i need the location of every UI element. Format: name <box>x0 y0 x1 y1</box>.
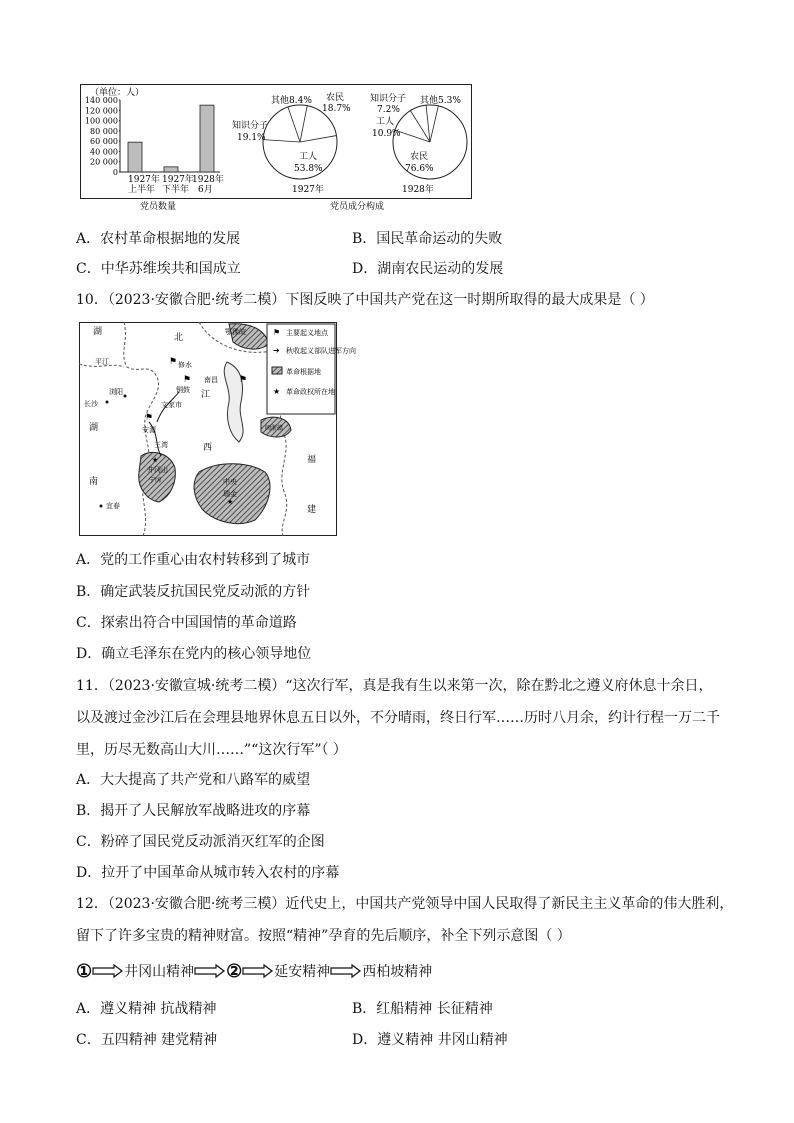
q9-option-d[interactable]: D．湖南农民运动的发展 <box>352 261 504 277</box>
flow-step-yanan: 延安精神 <box>274 964 331 980</box>
legend-regime: 革命政权所在地 <box>286 388 335 396</box>
q12-flow-diagram <box>76 960 432 982</box>
bar-y-tick-label: 140 000 <box>84 96 118 105</box>
legend-base: 革命根据地 <box>286 368 321 376</box>
star-icon: ★ <box>227 498 234 506</box>
flag-icon: ⚑ <box>239 375 248 385</box>
bar-cat2-line1: 1927年 <box>162 175 194 185</box>
q10-option-b[interactable]: B．确定武装反抗国民党反动派的方针 <box>76 584 311 600</box>
pie1928-label-worker-1: 工人 <box>376 117 395 127</box>
map-place-tonggu: 铜鼓 <box>176 386 190 394</box>
pie1928-label-farmer-2: 76.6% <box>405 164 434 174</box>
map-region-jiang: 江 <box>201 390 211 400</box>
flow-node-1: ① <box>76 960 93 982</box>
map-region-jian: 建 <box>307 505 317 515</box>
bar-y-tick-label: 0 <box>112 168 118 177</box>
arrow-right-icon <box>92 964 124 978</box>
bar-cat3-line1: 1928年 <box>192 175 224 185</box>
bar-y-tick-label: 80 000 <box>90 126 118 136</box>
pie1927-label-intel-1: 知识分子 <box>232 121 269 131</box>
bar-y-tick-label: 120 000 <box>84 106 118 116</box>
bar-cat3-line2: 6月 <box>198 185 213 195</box>
q10-stem: 10．（2023·安徽合肥·统考二模）下图反映了中国共产党在这一时期所取得的最大成果是（ ） <box>76 292 654 308</box>
pie1927-year: 1927年 <box>292 185 324 195</box>
map-region-nan: 南 <box>89 477 99 487</box>
bar-marks <box>128 105 214 172</box>
map-place-zhongyang: 中央 <box>223 478 237 486</box>
q9-option-a[interactable]: A．农村革命根据地的发展 <box>76 231 241 247</box>
pie1927-label-farmer-2: 18.7% <box>322 104 351 114</box>
q11-option-c[interactable]: C．粉碎了国民党反动派消灭红军的企图 <box>76 834 325 850</box>
bar-cat2-line2: 下半年 <box>162 185 190 195</box>
q11-option-a[interactable]: A．大大提高了共产党和八路军的威望 <box>76 772 311 788</box>
pie1927-label-farmer-1: 农民 <box>326 93 345 103</box>
star-icon: ★ <box>152 456 159 464</box>
bar-y-tick-label: 100 000 <box>84 116 118 126</box>
q12-option-c[interactable]: C．五四精神 建党精神 <box>76 1032 218 1048</box>
map-region-eyuwan: 鄂豫皖 <box>225 328 246 336</box>
q10-option-c[interactable]: C．探索出符合中国国情的革命道路 <box>76 615 297 631</box>
flow-step-xibaipo: 西柏坡精神 <box>362 964 433 980</box>
map-place-nanchang: 南昌 <box>204 376 218 384</box>
map-place-minzhe: 闽浙赣 <box>265 425 284 432</box>
figure-party-members-svg <box>80 84 472 214</box>
pie1928-label-intel-1: 知识分子 <box>370 94 407 104</box>
map-region-hu1: 湖 <box>93 327 103 337</box>
pie1928-label-other: 其他5.3% <box>420 96 461 106</box>
flag-icon: ⚑ <box>183 375 192 385</box>
flag-icon: ⚑ <box>169 357 178 367</box>
map-place-ruijin: 瑞金 <box>223 490 237 498</box>
bar-y-ticks <box>85 96 120 177</box>
q11-option-d[interactable]: D．拉开了中国革命从城市转入农村的序幕 <box>76 865 340 881</box>
pie1928-label-intel-2: 7.2% <box>377 105 400 115</box>
bar-cat1-line1: 1927年 <box>128 175 160 185</box>
bar-unit-label: （单位：人） <box>90 88 145 98</box>
arrow-right-icon <box>194 964 226 978</box>
flow-node-2: ② <box>226 960 243 982</box>
flow-step-jinggangshan: 井冈山精神 <box>124 964 195 980</box>
map-region-hu2: 湖 <box>89 423 99 433</box>
q12-option-b[interactable]: B．红船精神 长征精神 <box>352 1001 493 1017</box>
pie1928-year: 1928年 <box>402 185 434 195</box>
map-region-bei: 北 <box>174 333 184 343</box>
pies-caption: 党员成分构成 <box>330 202 385 212</box>
bar-y-tick-label: 20 000 <box>90 157 118 167</box>
q12-stem: 12．（2023·安徽合肥·统考三模）近代史上，中国共产党领导中国人民取得了新民主主义革命的伟大胜利，留下了许多宝贵的精神财富。按照“精神”孕育的先后顺序，补全下列示意图（ ） <box>76 896 734 944</box>
bar-caption: 党员数量 <box>140 202 177 212</box>
q11-stem: 11．（2023·安徽宣城·统考二模）“这次行军，真是我有生以来第一次，除在黔北之遵义府休息十余日，以及渡过金沙江后在会理县地界休息五日以外，不分晴雨，终日行军……历时八月余，约计行程一万二千里，历尽无数高山大川……”“这次行军”（ ） <box>76 678 720 758</box>
map-place-yichun: 宜春 <box>106 502 120 510</box>
q10-option-d[interactable]: D．确立毛泽东在党内的核心领导地位 <box>76 646 312 662</box>
dot-icon <box>124 395 127 398</box>
pie1928-label-farmer-1: 农民 <box>410 152 429 162</box>
bar-y-tick-label: 60 000 <box>90 137 118 147</box>
q9-option-c[interactable]: C．中华苏维埃共和国成立 <box>76 261 241 277</box>
legend-symbol-hatch <box>272 367 282 374</box>
q12-option-a[interactable]: A．遵义精神 抗战精神 <box>76 1001 217 1017</box>
q10-map <box>79 322 356 536</box>
map-place-jinggangshan: 井冈山 <box>147 466 168 474</box>
map-place-sanwan: 三湾 <box>154 441 168 449</box>
dot-icon <box>106 401 109 404</box>
bar-3 <box>200 105 214 172</box>
q10-option-a[interactable]: A．党的工作重心由农村转移到了城市 <box>76 552 311 568</box>
bar-y-tick-label: 40 000 <box>90 147 118 157</box>
map-region-xi: 西 <box>203 443 213 453</box>
map-region-fu: 福 <box>307 455 317 465</box>
pie1927-label-worker-1: 工人 <box>299 152 318 162</box>
q9-option-b[interactable]: B．国民革命运动的失败 <box>352 231 503 247</box>
figure-party-members <box>80 84 472 214</box>
legend-symbol-flag: ⚑ <box>273 328 281 337</box>
legend-symbol-star: ★ <box>273 387 281 396</box>
map-place-liuyang: 浏阳 <box>109 388 123 396</box>
pie1927-label-worker-2: 53.8% <box>294 164 323 174</box>
pie1928-label-worker-2: 10.9% <box>372 129 401 139</box>
bar-cat1-line2: 上半年 <box>128 185 156 195</box>
map-place-ningguo: 宁冈 <box>149 477 162 484</box>
pie1927-label-other: 其他8.4% <box>271 96 312 106</box>
q11-option-b[interactable]: B．揭开了人民解放军战略进攻的序幕 <box>76 803 311 819</box>
map-place-wenjiashi: 文家市 <box>161 401 182 409</box>
dot-icon <box>100 505 103 508</box>
legend-march: 秋收起义部队进军方向 <box>286 347 356 355</box>
legend-symbol-arrow: ➔ <box>273 346 280 355</box>
flag-icon: ⚑ <box>145 413 154 423</box>
arrow-right-icon <box>330 964 362 978</box>
legend-uprising: 主要起义地点 <box>286 329 328 337</box>
arrow-right-icon <box>242 964 274 978</box>
map-place-changsha: 长沙 <box>84 400 98 408</box>
bar-1 <box>128 142 142 172</box>
bar-2 <box>164 167 178 172</box>
map-place-xiushui: 修水 <box>178 361 192 369</box>
pie1927-label-intel-2: 19.1% <box>237 133 266 143</box>
map-place-pingjiang: 平江 <box>95 358 109 366</box>
q10-map-svg <box>79 322 356 536</box>
q12-option-d[interactable]: D．遵义精神 井冈山精神 <box>352 1032 508 1048</box>
map-place-anyuan: 安源 <box>142 426 156 434</box>
